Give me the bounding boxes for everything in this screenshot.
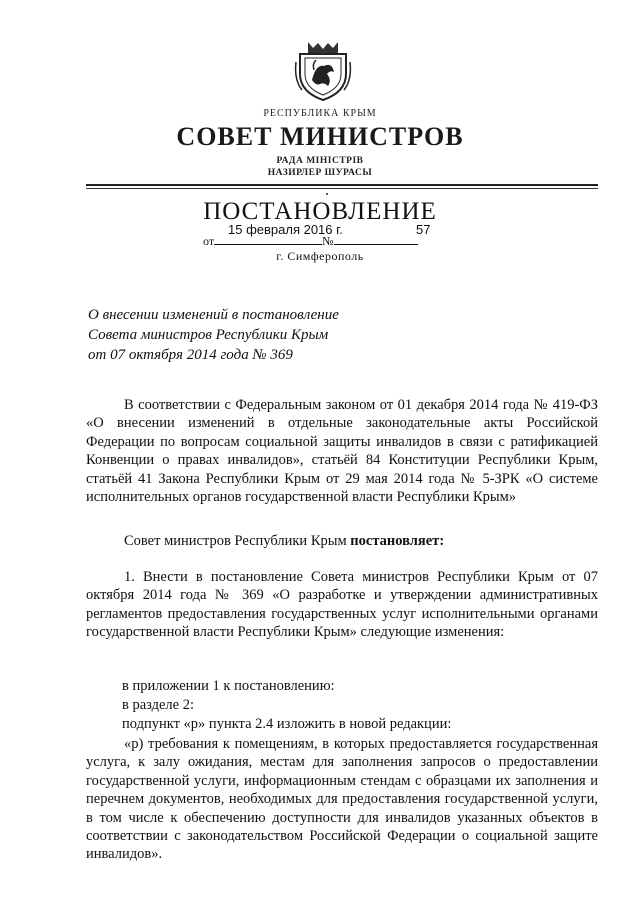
council-title-crimean-tatar: НАЗИРЛЕР ШУРАСЫ — [267, 168, 373, 178]
subitem-text-paragraph: «р) требования к помещениям, в которых предоставляется государственная услуга, к залу ожидания, местам для заполнения запросов о предоставлении государственной услуги, информационным стендам с образцами их заполнения и перечнем документов, необходимых для предоставления государственной услуги, в том числе к обеспечению доступности для инвалидов указанных объектов в соответствии с законодательством Российской Федерации о социальной защите инвалидов». — [86, 736, 598, 863]
subject-line-1: О внесении изменений в постановление — [88, 307, 339, 323]
document-date: 15 февраля 2016 г. — [228, 222, 343, 237]
document-number: 57 — [416, 222, 431, 237]
divider-dot — [326, 193, 328, 195]
republic-name: РЕСПУБЛИКА КРЫМ — [263, 108, 377, 119]
subject-line-3: от 07 октября 2014 года № 369 — [88, 347, 293, 363]
section-line: в разделе 2: — [122, 697, 195, 713]
council-title-ukrainian: РАДА МІНІСТРІВ — [276, 156, 364, 166]
decree-colon: : — [439, 533, 445, 549]
decree-intro: Совет министров Республики Крым — [124, 533, 351, 549]
appendix-line: в приложении 1 к постановлению: — [122, 678, 335, 694]
decree-word: постановляет — [350, 533, 440, 549]
header-divider-thin — [86, 188, 598, 189]
subitem-line: подпункт «р» пункта 2.4 изложить в новой редакции: — [122, 716, 452, 732]
crimea-coat-of-arms-icon — [294, 40, 352, 102]
number-blank — [334, 234, 418, 245]
preamble-paragraph: В соответствии с Федеральным законом от 01 декабря 2014 года № 419-ФЗ «О внесении изменений в отдельные законодательные акты Российской Федерации по вопросам социальной защиты инвалидов в связи с ратификацией Конвенции о правах инвалидов», статьёй 84 Конституции Республики Крым, статьёй 41 Закона Республики Крым от 29 мая 2014 года № 5-ЗРК «О системе исполнительных органов государственной власти Республики Крым» — [86, 397, 598, 506]
date-prefix: от — [203, 234, 215, 248]
decree-paragraph — [86, 532, 598, 550]
number-sign: № — [322, 234, 334, 248]
document-city: г. Симферополь — [276, 249, 364, 263]
item-1-paragraph: 1. Внести в постановление Совета министров Республики Крым от 07 октября 2014 года № 369 «О разработке и утверждении административных регламентов предоставления государственных услуг исполнительными органами государственной власти Республики Крым» следующие изменения: — [86, 569, 598, 641]
council-title: СОВЕТ МИНИСТРОВ — [176, 122, 464, 151]
header-divider-thick — [86, 184, 598, 186]
date-number-line — [203, 234, 418, 249]
document-subject — [88, 305, 428, 365]
document-type-title: ПОСТАНОВЛЕНИЕ — [203, 198, 437, 225]
date-blank — [214, 234, 322, 245]
subject-line-2: Совета министров Республики Крым — [88, 327, 329, 343]
